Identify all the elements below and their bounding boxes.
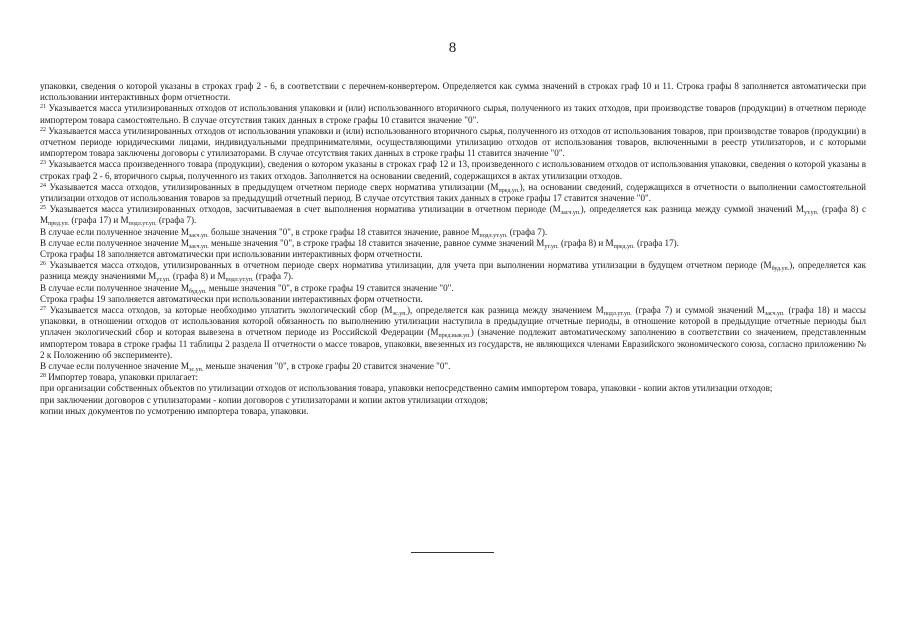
text-run: меньше значения "0", в строке графы 20 ставится значение "0".	[203, 361, 451, 372]
page-number: 8	[448, 40, 457, 56]
subscript: подл.ут.уп.	[479, 232, 508, 239]
footnote-number: 27	[40, 306, 46, 313]
subscript: пред.уп.	[498, 187, 520, 194]
footnote-28	[40, 372, 866, 383]
paragraph	[40, 227, 866, 238]
footnote-21	[40, 103, 866, 125]
text-run: В случае если полученное значение М	[40, 237, 189, 248]
subscript: эс.уп.	[188, 367, 204, 374]
footnote-27	[40, 305, 866, 361]
subscript: засч.уп.	[560, 210, 581, 217]
text-run: Указывается масса произведенного товара (продукции), сведения о котором указаны в строках граф 12 и 13, произведенного с использованием отходов от использования упаковки, сведения о которой указаны в строках граф 2 - 6, вторичного сырья, полученного из таких отходов. Заполняется на основании сведений, содержащихся в актах утилизации отходов.	[40, 159, 866, 181]
text-run: (графа 17).	[634, 237, 679, 248]
text-run: (графа 8) с М	[40, 204, 866, 226]
subscript: пред.уп.	[613, 243, 635, 250]
subscript: подл.ут.уп.	[603, 311, 632, 318]
subscript: ут.уп.	[544, 243, 559, 250]
subscript: подл.ут.уп.	[128, 221, 157, 228]
text-run: (графа 7).	[507, 226, 548, 237]
subscript: пред.уп.	[48, 221, 70, 228]
text-run: (графа 7) и суммой значений М	[631, 305, 765, 316]
text-run: Указывается масса отходов, утилизированных в предыдущем отчетном периоде сверх норматива утилизации (М	[46, 181, 499, 192]
subscript: засч.уп.	[188, 243, 209, 250]
subscript: ут.уп.	[156, 277, 171, 284]
paragraph	[40, 395, 866, 406]
text-run: (графа 7).	[156, 215, 197, 226]
paragraph	[40, 249, 866, 260]
subscript: пред.выв.уп.	[438, 333, 471, 340]
footnote-25	[40, 204, 866, 226]
subscript: ут.уп.	[804, 210, 819, 217]
text-run: меньше значения "0", в строке графы 19 ставится значение "0".	[206, 282, 454, 293]
text-run: при организации собственных объектов по утилизации отходов от использования товара, упаковки непосредственно самим импортером товара, упаковки - копии актов утилизации отходов;	[40, 383, 773, 394]
text-run: Указывается масса утилизированных отходов от использования упаковки и (или) использованного вторичного сырья, полученного из отходов от использования товаров, при производстве товаров (продукции) в отчетном периоде юридическими лицами, индивидуальными предпринимателями, осуществляющими утилизацию отходов от использования товаров, включенными в реестр утилизаторов, и с которыми импортером товара заключены договоры с утилизаторами. В случае отсутствия таких данных в строке графы 11 ставится значение "0".	[40, 125, 866, 159]
text-run: В случае если полученное значение М	[40, 226, 189, 237]
text-run: упаковки, сведения о которой указаны в строках граф 2 - 6, в соответствии с перечнем-конвертером. Определяется как сумма значений в строках граф 10 и 11. Строка графы 8 заполняется автоматически при использовании интерактивных форм отчетности.	[40, 81, 866, 103]
text-run: ), определяется как разница между значением М	[406, 305, 604, 316]
footnote-number: 22	[40, 126, 46, 133]
footnote-26	[40, 260, 866, 282]
text-run: (графа 17) и М	[69, 215, 129, 226]
text-run: Строка графы 19 заполняется автоматически при использовании интерактивных форм отчетности.	[40, 293, 423, 304]
text-run: ), на основании сведений, содержащихся в отчетности о выполнении самостоятельной утилизации отходов от использования товаров за предыдущий отчетный период. В случае отсутствия таких данных в строке графы 17 ставится значение "0".	[40, 181, 866, 204]
footnote-23	[40, 159, 866, 181]
subscript: засч.уп.	[188, 232, 209, 239]
text-run: В случае если полученное значение М	[40, 361, 189, 372]
subscript: буд.уп.	[188, 288, 207, 295]
text-run: (графа 8) и М	[558, 237, 614, 248]
paragraph	[40, 283, 866, 294]
text-run: Указывается масса отходов, за которые необходимо уплатить экологический сбор (М	[46, 305, 393, 316]
text-run: Импортер товара, упаковки прилагает:	[46, 372, 198, 383]
subscript: подл.ут.уп.	[225, 277, 254, 284]
footnote-number: 24	[40, 182, 46, 189]
footnote-number: 28	[40, 373, 46, 380]
text-run: ), определяется как разница между суммой значений М	[580, 204, 804, 215]
subscript: эс.уп.	[392, 311, 407, 318]
end-rule	[411, 552, 494, 553]
text-run: копии иных документов по усмотрению импортера товара, упаковки.	[40, 405, 309, 416]
paragraph	[40, 406, 866, 417]
footnote-24	[40, 182, 866, 204]
footnote-number: 26	[40, 261, 46, 268]
footnote-22	[40, 126, 866, 160]
text-run: (графа 8) и М	[170, 271, 226, 282]
text-run: ), определяется как разница между значениями М	[40, 260, 866, 282]
text-run: Строка графы 18 заполняется автоматически при использовании интерактивных форм отчетности.	[40, 249, 423, 260]
text-run: при заключении договоров с утилизаторами - копии договоров с утилизаторами и копии актов утилизации отходов;	[40, 394, 488, 405]
subscript: засч.уп.	[764, 311, 785, 318]
paragraph	[40, 361, 866, 372]
paragraph	[40, 294, 866, 305]
text-run: Указывается масса отходов, утилизированных в отчетном периоде сверх норматива утилизации, для учета при выполнении норматива утилизации в будущем отчетном периоде (М	[46, 260, 772, 271]
footnote-number: 21	[40, 104, 46, 111]
paragraph	[40, 383, 866, 394]
subscript: буд.уп.	[771, 266, 790, 273]
paragraph	[40, 238, 866, 249]
paragraph	[40, 81, 866, 103]
text-run: (графа 18) и массы упаковки, в отношении отходов от использования которой обязанность по выполнению утилизации наступила в предыдущие отчетные периоды, в отношение которой в предыдущие отчетные периоды был уплачен экологический сбор и которая вывезена в отчетном периоде из Российской Федерации (М	[40, 305, 867, 338]
text-run: (графа 7).	[253, 271, 294, 282]
text-run: Указывается масса утилизированных отходов, засчитываемая в счет выполнения норматива утилизации в отчетном периоде (М	[46, 204, 561, 215]
text-run: меньше значения "0", в строке графы 18 ставится значение, равное сумме значений М	[208, 237, 545, 248]
text-run: Указывается масса утилизированных отходов от использования упаковки и (или) использованного вторичного сырья, полученного из таких отходов, при производстве товаров (продукции) в отчетном периоде импортером товара самостоятельно. В случае отсутствия таких данных в строке графы 10 ставится значение "0".	[40, 103, 866, 125]
text-run: больше значения "0", в строке графы 18 ставится значение, равное М	[208, 226, 480, 237]
text-run: ) (значение подлежит автоматическому заполнению в соответствии со значением, представленным импортером товара в строке графы 11 таблицы 2 раздела II отчетности о массе товаров, упаковки, ввезенных из государств, не являющихся членами Евразийского экономического союза, согласно приложению № 2 к Положению об эксперименте).	[40, 327, 866, 360]
text-run: В случае если полученное значение М	[40, 282, 189, 293]
footnote-number: 25	[40, 205, 46, 212]
document-body	[40, 81, 866, 417]
footnote-number: 23	[40, 160, 46, 167]
